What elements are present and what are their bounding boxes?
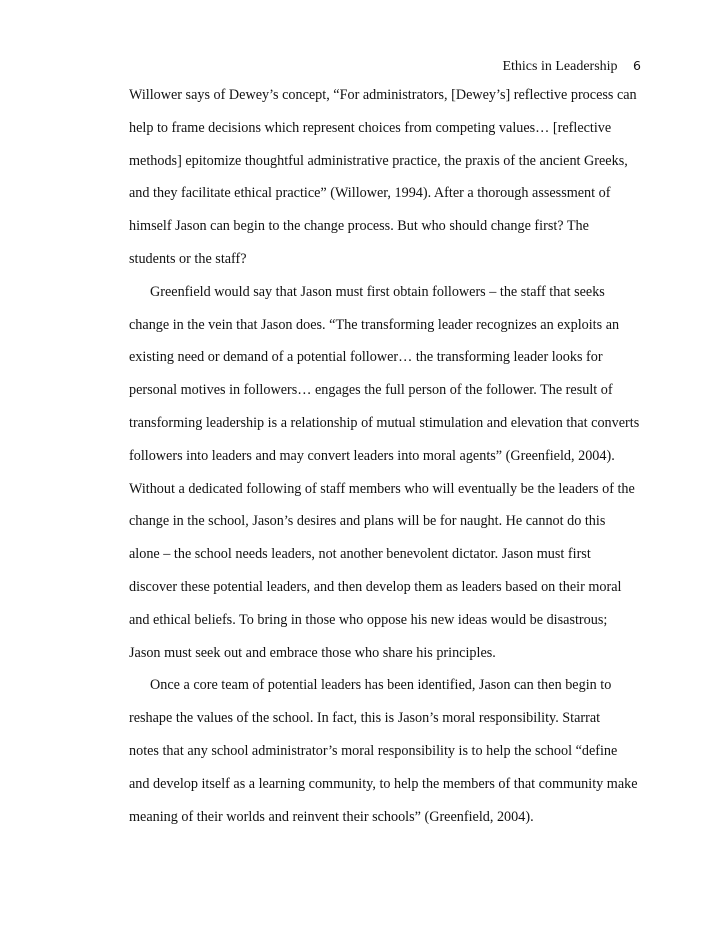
text-line: change in the vein that Jason does. “The transforming leader recognizes an exploits an	[129, 316, 620, 333]
text-line: Without a dedicated following of staff members who will eventually be the leaders of the	[129, 480, 635, 497]
text-line: Willower says of Dewey’s concept, “For administrators, [Dewey’s] reflective process can	[129, 87, 637, 103]
body-text	[129, 85, 649, 839]
text-line: discover these potential leaders, and then develop them as leaders based on their moral	[129, 578, 622, 595]
text-line: meaning of their worlds and reinvent their schools” (Greenfield, 2004).	[129, 808, 534, 825]
text-line: existing need or demand of a potential follower… the transforming leader looks for	[129, 349, 603, 366]
text-line: change in the school, Jason’s desires and plans will be for naught. He cannot do this	[129, 513, 606, 530]
text-line: notes that any school administrator’s moral responsibility is to help the school “define	[129, 742, 618, 759]
running-title: Ethics in Leadership	[502, 59, 618, 74]
text-line: help to frame decisions which represent choices from competing values… [reflective	[129, 119, 612, 136]
text-line: students or the staff?	[129, 250, 247, 267]
text-line: transforming leadership is a relationship of mutual stimulation and elevation that converts	[129, 414, 640, 431]
text-line: and ethical beliefs. To bring in those who oppose his new ideas would be disastrous;	[129, 611, 608, 628]
paragraph-start-line: Once a core team of potential leaders has been identified, Jason can then begin to	[150, 677, 612, 694]
text-line: Jason must seek out and embrace those who share his principles.	[129, 644, 496, 661]
text-line: himself Jason can begin to the change process. But who should change first? The	[129, 218, 589, 235]
paragraph-start-line: Greenfield would say that Jason must first obtain followers – the staff that seeks	[150, 283, 605, 300]
text-line: methods] epitomize thoughtful administrative practice, the praxis of the ancient Greeks,	[129, 152, 628, 169]
running-header	[502, 57, 641, 76]
text-line: personal motives in followers… engages the full person of the follower. The result of	[129, 382, 613, 399]
page-number: 6	[633, 58, 641, 73]
text-line: alone – the school needs leaders, not another benevolent dictator. Jason must first	[129, 546, 591, 563]
text-line: and they facilitate ethical practice” (Willower, 1994). After a thorough assessment of	[129, 185, 611, 202]
text-line: reshape the values of the school. In fact, this is Jason’s moral responsibility. Starrat	[129, 710, 601, 727]
text-line: and develop itself as a learning community, to help the members of that community make	[129, 775, 638, 792]
text-line: followers into leaders and may convert leaders into moral agents” (Greenfield, 2004).	[129, 447, 615, 464]
